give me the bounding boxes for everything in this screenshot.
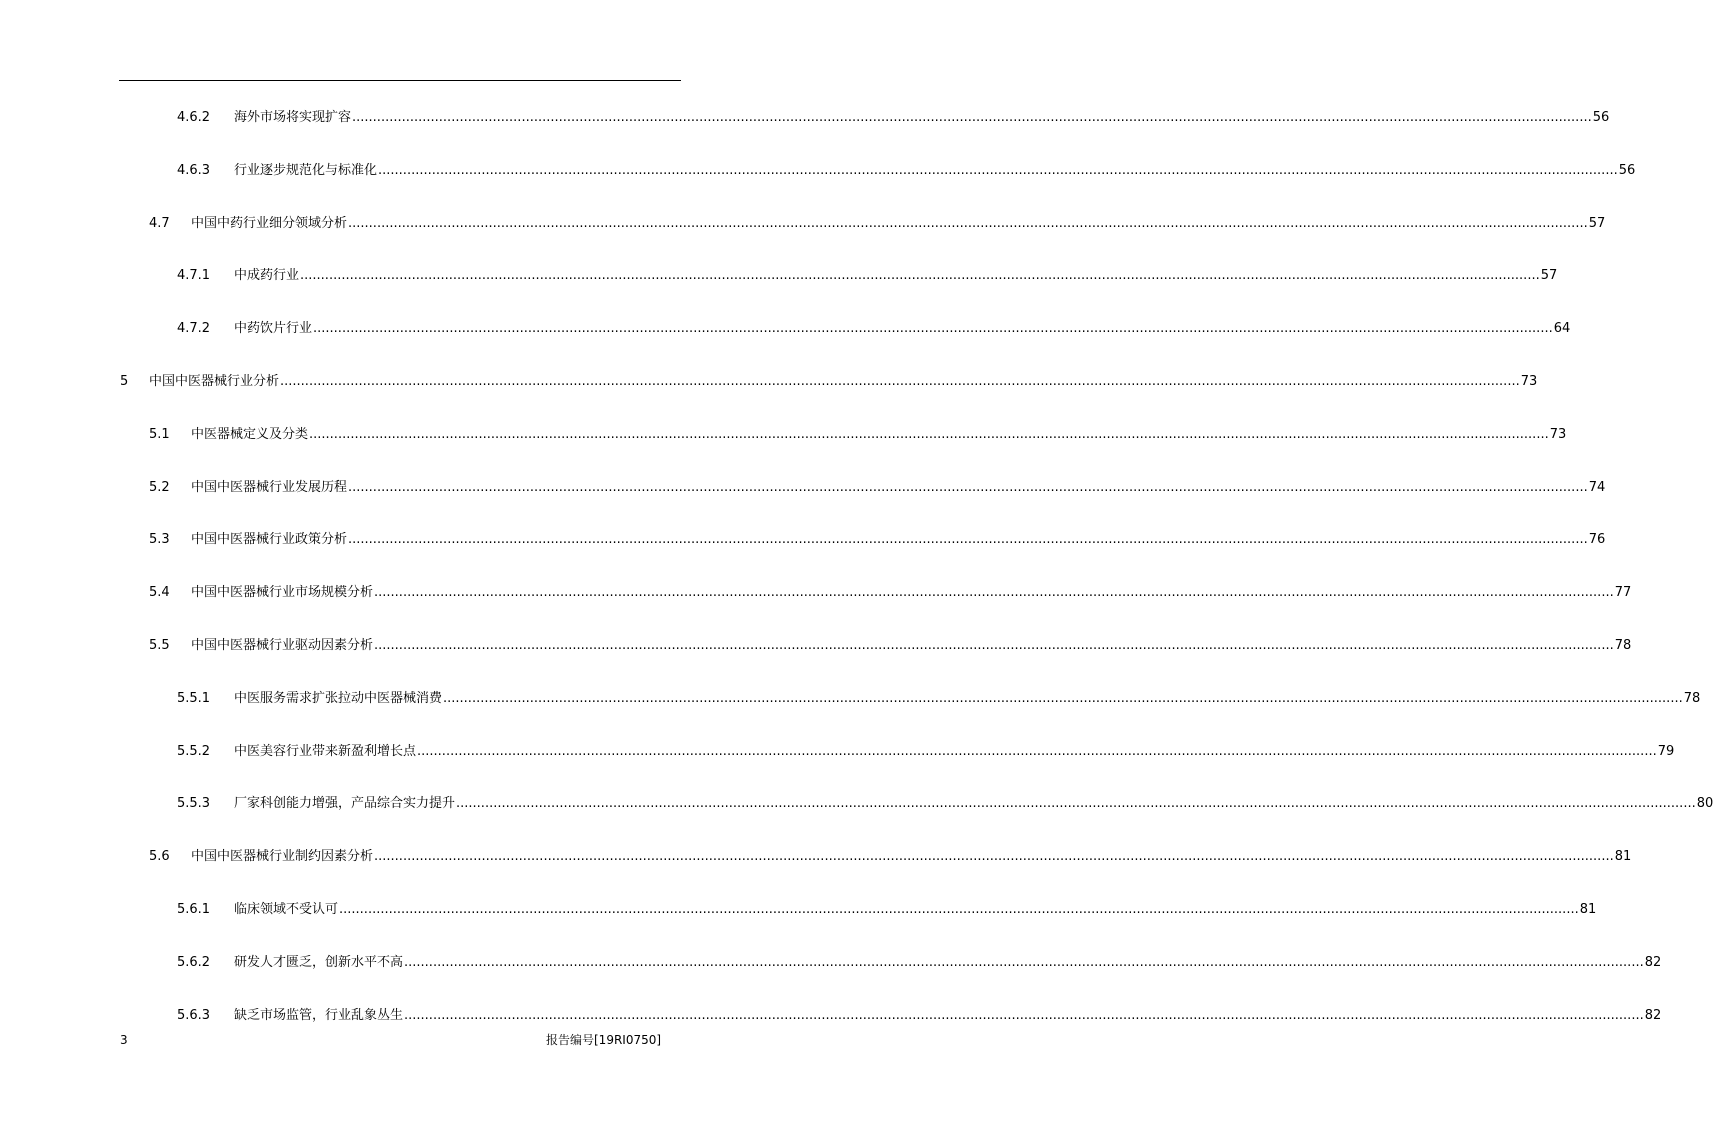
toc-entry-number: 5.1 (149, 427, 170, 442)
toc-leader-dots: ............................................................................................................................................................................................................................................................................................................ (443, 691, 1683, 706)
toc-entry-number: 5.5 (149, 638, 170, 653)
toc-leader-dots: ............................................................................................................................................................................................................................................................................................................ (374, 585, 1614, 600)
toc-leader-dots: ............................................................................................................................................................................................................................................................................................................ (417, 744, 1657, 759)
toc-entry[interactable] (0, 636, 1632, 656)
toc-entry-page: 77 (1614, 585, 1632, 600)
toc-entry-number: 5.4 (149, 585, 170, 600)
toc-entry[interactable] (0, 478, 1606, 498)
toc-entry[interactable] (0, 583, 1632, 603)
toc-entry[interactable] (0, 319, 1571, 339)
toc-leader-dots: ............................................................................................................................................................................................................................................................................................................ (378, 163, 1618, 178)
toc-leader-dots: ............................................................................................................................................................................................................................................................................................................ (348, 216, 1588, 231)
toc-entry-title: 临床领域不受认可 (234, 902, 339, 917)
toc-entry-number: 5.3 (149, 532, 170, 547)
toc-entry-number: 4.6.2 (177, 110, 211, 125)
toc-entry[interactable] (0, 266, 1558, 286)
toc-entry[interactable] (0, 372, 1538, 392)
toc-leader-dots: ............................................................................................................................................................................................................................................................................................................ (352, 110, 1592, 125)
toc-entry[interactable] (0, 108, 1610, 128)
header-rule (119, 80, 681, 81)
toc-entry-page: 78 (1683, 691, 1701, 706)
toc-entry-number: 5.6.2 (177, 955, 211, 970)
toc-leader-dots: ............................................................................................................................................................................................................................................................................................................ (404, 955, 1644, 970)
toc-entry-title: 中国中医器械行业发展历程 (191, 480, 348, 495)
toc-entry[interactable] (0, 847, 1632, 867)
toc-entry-page: 81 (1614, 849, 1632, 864)
toc-entry-title: 中医美容行业带来新盈利增长点 (234, 744, 417, 759)
toc-entry[interactable] (0, 214, 1606, 234)
toc-entry-title: 海外市场将实现扩容 (234, 110, 352, 125)
footer-report-id: 报告编号[19RI0750] (546, 1033, 662, 1047)
toc-entry-page: 57 (1588, 216, 1606, 231)
toc-entry-page: 81 (1579, 902, 1597, 917)
toc-entry-number: 4.7.1 (177, 268, 211, 283)
toc-entry-number: 5.6.1 (177, 902, 211, 917)
toc-entry-number: 5 (120, 374, 129, 389)
toc-entry-page: 64 (1553, 321, 1571, 336)
toc-entry[interactable] (0, 161, 1636, 181)
toc-entry-page: 73 (1520, 374, 1538, 389)
toc-entry[interactable] (0, 953, 1662, 973)
toc-entry-title: 中国中医器械行业制约因素分析 (191, 849, 374, 864)
toc-entry-title: 中成药行业 (234, 268, 300, 283)
toc-entry-page: 80 (1696, 796, 1713, 811)
toc-entry-page: 56 (1618, 163, 1636, 178)
toc-leader-dots: ............................................................................................................................................................................................................................................................................................................ (374, 849, 1614, 864)
toc-entry[interactable] (0, 425, 1567, 445)
toc-entry[interactable] (0, 794, 1713, 814)
toc-entry-page: 56 (1592, 110, 1610, 125)
toc-entry-number: 4.7.2 (177, 321, 211, 336)
toc-leader-dots: ............................................................................................................................................................................................................................................................................................................ (348, 480, 1588, 495)
toc-entry[interactable] (0, 742, 1675, 762)
toc-leader-dots: ............................................................................................................................................................................................................................................................................................................ (280, 374, 1520, 389)
toc-entry-number: 4.6.3 (177, 163, 211, 178)
toc-entry-title: 厂家科创能力增强，产品综合实力提升 (234, 796, 456, 811)
toc-entry-title: 中医器械定义及分类 (191, 427, 309, 442)
toc-entry-title: 中药饮片行业 (234, 321, 313, 336)
toc-entry-number: 5.6 (149, 849, 170, 864)
toc-entry[interactable] (0, 1006, 1662, 1026)
toc-entry-title: 研发人才匮乏，创新水平不高 (234, 955, 404, 970)
footer-page-number: 3 (120, 1033, 128, 1047)
toc-entry-page: 82 (1644, 955, 1662, 970)
toc-entry-number: 5.5.2 (177, 744, 211, 759)
toc-entry-title: 缺乏市场监管，行业乱象丛生 (234, 1008, 404, 1023)
toc-entry-title: 中医服务需求扩张拉动中医器械消费 (234, 691, 443, 706)
toc-entry-page: 74 (1588, 480, 1606, 495)
toc-entry-number: 5.5.1 (177, 691, 211, 706)
toc-entry[interactable] (0, 530, 1606, 550)
toc-leader-dots: ............................................................................................................................................................................................................................................................................................................ (313, 321, 1553, 336)
toc-leader-dots: ............................................................................................................................................................................................................................................................................................................ (348, 532, 1588, 547)
toc-leader-dots: ............................................................................................................................................................................................................................................................................................................ (309, 427, 1549, 442)
toc-entry-title: 中国中医器械行业分析 (149, 374, 280, 389)
toc-entry-page: 76 (1588, 532, 1606, 547)
toc-entry-title: 中国中医器械行业市场规模分析 (191, 585, 374, 600)
toc-leader-dots: ............................................................................................................................................................................................................................................................................................................ (300, 268, 1540, 283)
toc-entry-number: 5.6.3 (177, 1008, 211, 1023)
toc-entry-page: 78 (1614, 638, 1632, 653)
toc-entry-page: 73 (1549, 427, 1567, 442)
toc-entry[interactable] (0, 900, 1597, 920)
toc-entry-number: 4.7 (149, 216, 170, 231)
toc-entry-page: 82 (1644, 1008, 1662, 1023)
toc-entry[interactable] (0, 689, 1701, 709)
toc-entry-title: 中国中医器械行业驱动因素分析 (191, 638, 374, 653)
toc-entry-number: 5.5.3 (177, 796, 211, 811)
toc-leader-dots: ............................................................................................................................................................................................................................................................................................................ (404, 1008, 1644, 1023)
toc-entry-title: 中国中医器械行业政策分析 (191, 532, 348, 547)
toc-entry-number: 5.2 (149, 480, 170, 495)
toc-entry-page: 57 (1540, 268, 1558, 283)
toc-leader-dots: ............................................................................................................................................................................................................................................................................................................ (374, 638, 1614, 653)
toc-entry-title: 行业逐步规范化与标准化 (234, 163, 378, 178)
toc-entry-title: 中国中药行业细分领域分析 (191, 216, 348, 231)
toc-leader-dots: ............................................................................................................................................................................................................................................................................................................ (339, 902, 1579, 917)
toc-leader-dots: ............................................................................................................................................................................................................................................................................................................ (456, 796, 1696, 811)
toc-entry-page: 79 (1657, 744, 1675, 759)
